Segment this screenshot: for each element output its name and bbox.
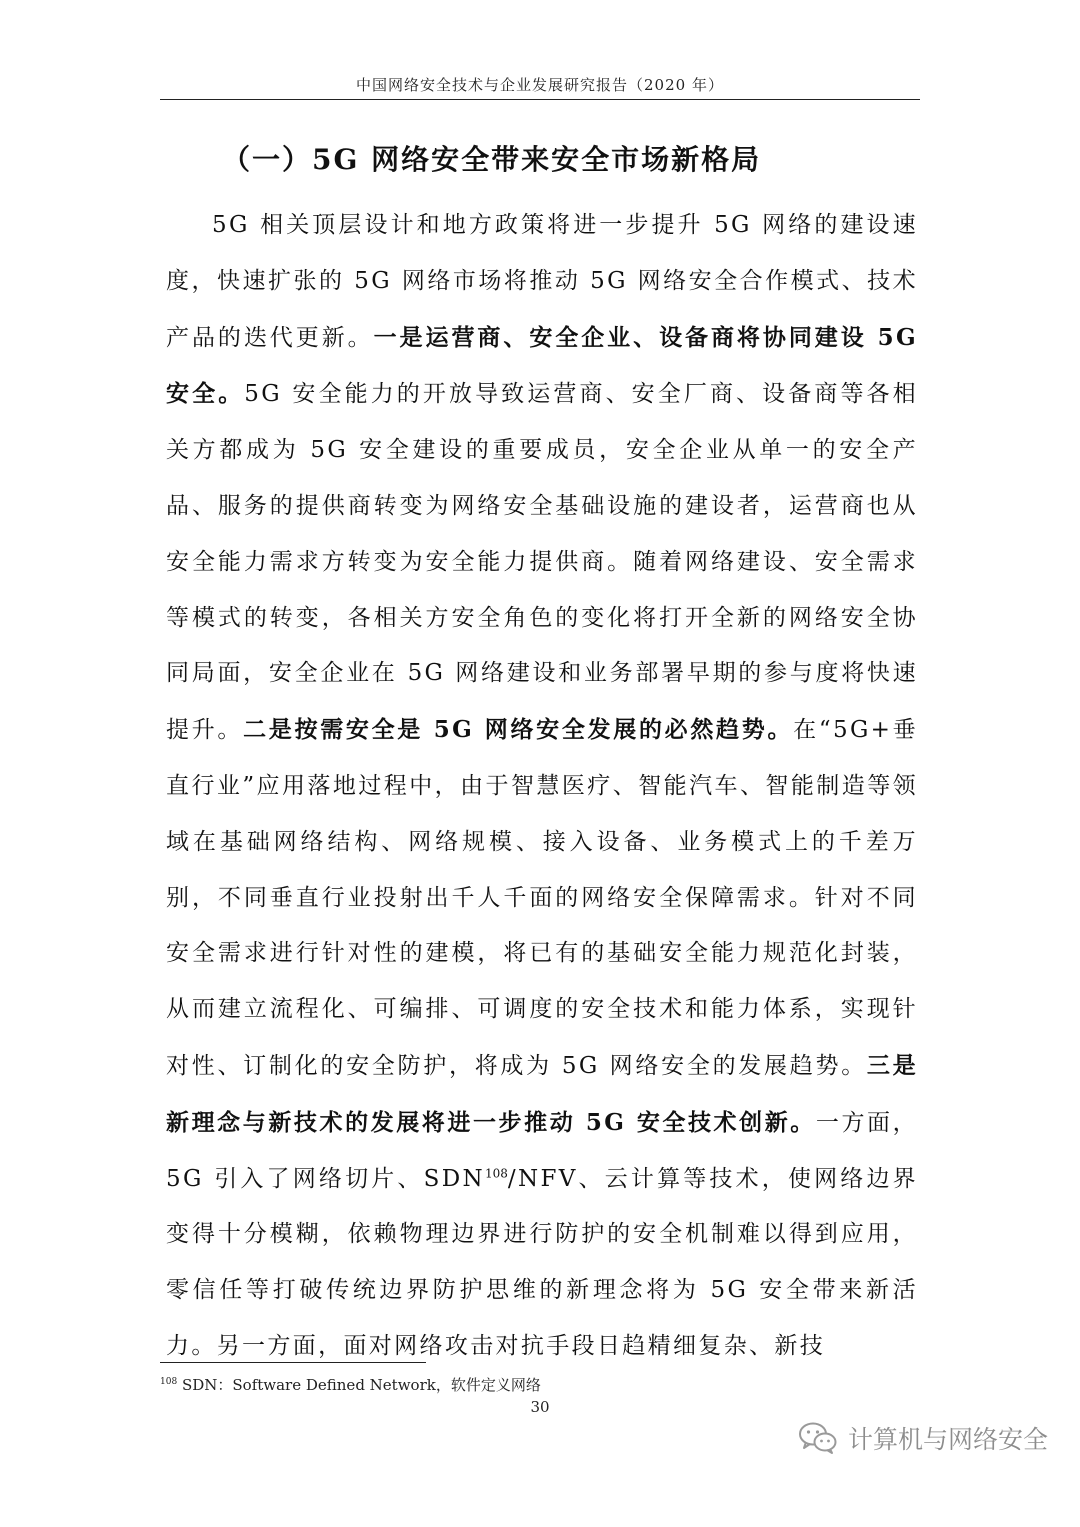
page-number: 30 [530, 1398, 550, 1416]
body-text-run: /NFV、云计算等技术，使网络边界变得十分模糊，依赖物理边界进行防护的安全机制难以得到应用，零信任等打破传统边界防护思维的新理念将为 5G 安全带来新活力。另一方面，面对网络攻击对抗手段日趋精细复杂、新技 [166, 1165, 918, 1359]
bold-point-1: 一是运营商、安全企业、设备商将协同建设 5G 安全。 [166, 323, 918, 408]
watermark-text: 计算机与网络安全 [847, 1425, 1048, 1454]
section-title: （一）5G 网络安全带来安全市场新格局 [222, 143, 762, 176]
header-rule [160, 99, 920, 100]
footnote-marker: 108 [160, 1377, 178, 1387]
footnote-reference[interactable]: 108 [484, 1165, 508, 1180]
body-text-run: 5G 安全能力的开放导致运营商、安全厂商、设备商等各相关方都成为 5G 安全建设的重要成员，安全企业从单一的安全产品、服务的提供商转变为网络安全基础设施的建设者，运营商也从安全能力需求方转变为安全能力提供商。随着网络建设、安全需求等模式的转变，各相关方安全角色的变化将打开全新的网络安全协同局面，安全企业在 5G 网络建设和业务部署早期的参与度将快速提升。 [166, 381, 918, 744]
watermark [798, 1420, 1048, 1456]
body-text-run: 5G 相关顶层设计和地方政策将进一步提升 5G 网络的建设速度，快速扩张的 5G 网络市场将推动 5G 网络安全合作模式、技术产品的迭代更新。 [166, 212, 918, 351]
body-text-run: 一方面，5G 引入了网络切片、SDN [166, 1109, 918, 1192]
wechat-icon [798, 1421, 838, 1455]
running-header: 中国网络安全技术与企业发展研究报告（2020 年） [356, 76, 724, 94]
body-text-run: 在“5G+垂直行业”应用落地过程中，由于智慧医疗、智能汽车、智能制造等领域在基础网络结构、网络规模、接入设备、业务模式上的千差万别，不同垂直行业投射出千人千面的网络安全保障需求。针对不同安全需求进行针对性的建模，将已有的基础安全能力规范化封装，从而建立流程化、可编排、可调度的安全技术和能力体系，实现针对性、订制化的安全防护，将成为 5G 网络安全的发展趋势。 [166, 717, 918, 1079]
footnote-text: SDN：Software Defined Network，软件定义网络 [177, 1376, 541, 1394]
footnote-rule [160, 1362, 426, 1363]
bold-point-3: 三是新理念与新技术的发展将进一步推动 5G 安全技术创新。 [166, 1051, 918, 1136]
body-paragraph [166, 198, 918, 1375]
bold-point-2: 二是按需安全是 5G 网络安全发展的必然趋势。 [243, 716, 794, 744]
footnote [160, 1374, 860, 1395]
